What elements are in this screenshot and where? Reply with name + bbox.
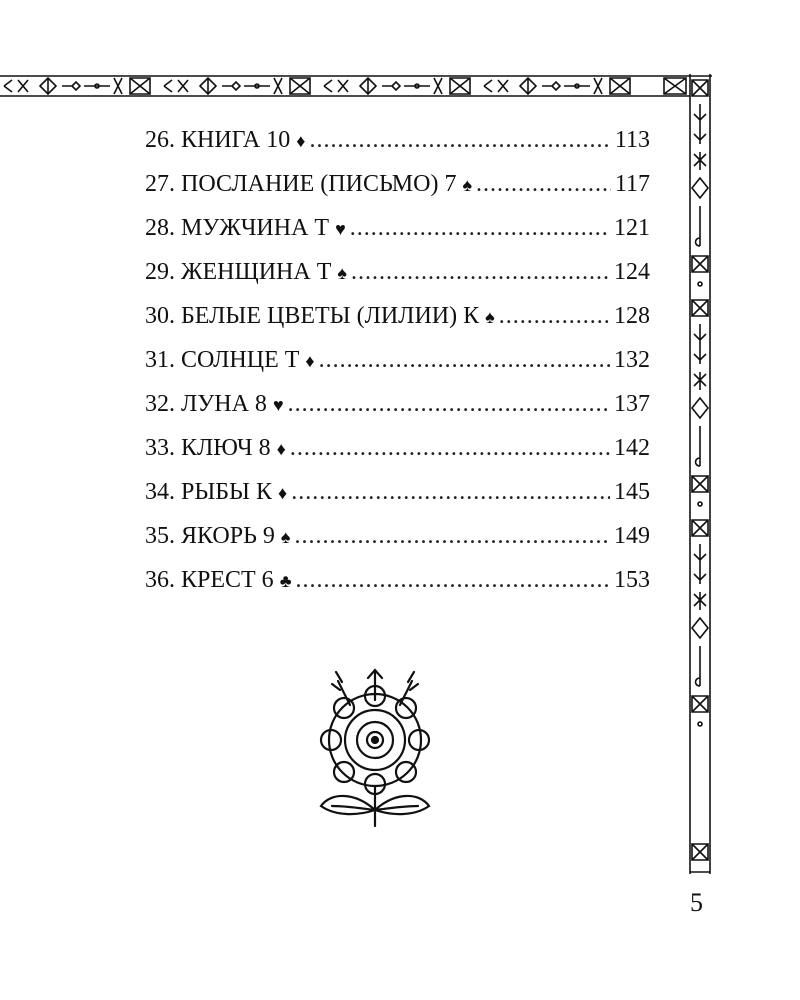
toc-entry-number: 26. xyxy=(145,127,175,153)
card-suit-icon: ♠ xyxy=(485,307,495,327)
toc-entry-title: ЯКОРЬ 9 xyxy=(181,523,275,549)
table-of-contents xyxy=(145,118,650,602)
toc-entry-page: 121 xyxy=(614,215,650,241)
right-ornamental-border xyxy=(688,74,712,874)
toc-entry-title: СОЛНЦЕ Т xyxy=(181,347,300,373)
toc-entry-title: БЕЛЫЕ ЦВЕТЫ (ЛИЛИИ) К xyxy=(181,303,480,329)
dot-leader xyxy=(309,118,610,162)
toc-entry xyxy=(145,250,650,294)
dot-leader xyxy=(476,162,611,206)
toc-entry-page: 113 xyxy=(614,127,650,153)
card-suit-icon: ♥ xyxy=(335,219,346,239)
card-suit-icon: ♦ xyxy=(276,439,286,459)
toc-entry-title: РЫБЫ К xyxy=(181,479,272,505)
toc-entry xyxy=(145,294,650,338)
toc-entry-title: КЛЮЧ 8 xyxy=(181,435,271,461)
toc-entry-page: 137 xyxy=(614,391,650,417)
toc-entry-title: ЛУНА 8 xyxy=(181,391,267,417)
dot-leader xyxy=(319,338,610,382)
toc-entry-page: 132 xyxy=(614,347,650,373)
card-suit-icon: ♠ xyxy=(337,263,347,283)
card-suit-icon: ♦ xyxy=(278,483,288,503)
top-ornamental-border xyxy=(0,74,712,98)
toc-entry xyxy=(145,206,650,250)
toc-entry-title: КНИГА 10 xyxy=(181,127,291,153)
toc-entry xyxy=(145,118,650,162)
toc-entry-page: 128 xyxy=(614,303,650,329)
toc-entry-number: 28. xyxy=(145,215,175,241)
dot-leader xyxy=(296,558,611,602)
toc-entry-number: 36. xyxy=(145,567,175,593)
toc-entry xyxy=(145,514,650,558)
toc-entry-page: 153 xyxy=(614,567,650,593)
toc-entry xyxy=(145,426,650,470)
toc-entry-number: 29. xyxy=(145,259,175,285)
toc-entry xyxy=(145,382,650,426)
dot-leader xyxy=(350,206,610,250)
toc-entry-number: 30. xyxy=(145,303,175,329)
toc-entry-title: ПОСЛАНИЕ (ПИСЬМО) 7 xyxy=(181,171,457,197)
toc-entry-number: 35. xyxy=(145,523,175,549)
toc-entry-title: МУЖЧИНА Т xyxy=(181,215,330,241)
toc-entry-number: 33. xyxy=(145,435,175,461)
card-suit-icon: ♠ xyxy=(280,527,291,547)
toc-entry xyxy=(145,162,650,206)
card-suit-icon: ♦ xyxy=(305,351,315,371)
toc-entry-page: 124 xyxy=(614,259,650,285)
toc-entry-title: КРЕСТ 6 xyxy=(181,567,274,593)
dot-leader xyxy=(290,426,610,470)
toc-entry-page: 142 xyxy=(614,435,650,461)
dot-leader xyxy=(294,514,610,558)
dot-leader xyxy=(499,294,610,338)
card-suit-icon: ♠ xyxy=(462,175,473,195)
dot-leader xyxy=(288,382,610,426)
toc-entry xyxy=(145,558,650,602)
toc-entry-page: 145 xyxy=(614,479,650,505)
card-suit-icon: ♣ xyxy=(279,571,292,591)
toc-entry-number: 27. xyxy=(145,171,175,197)
toc-entry-number: 34. xyxy=(145,479,175,505)
toc-entry-number: 32. xyxy=(145,391,175,417)
dot-leader xyxy=(291,470,610,514)
flower-ornament-icon xyxy=(310,660,440,830)
toc-entry xyxy=(145,470,650,514)
page-number: 5 xyxy=(690,888,703,917)
toc-entry-number: 31. xyxy=(145,347,175,373)
toc-entry-page: 149 xyxy=(614,523,650,549)
toc-entry-title: ЖЕНЩИНА Т xyxy=(181,259,332,285)
card-suit-icon: ♦ xyxy=(296,131,306,151)
toc-entry-page: 117 xyxy=(614,171,650,197)
dot-leader xyxy=(351,250,610,294)
toc-entry xyxy=(145,338,650,382)
card-suit-icon: ♥ xyxy=(272,395,284,415)
